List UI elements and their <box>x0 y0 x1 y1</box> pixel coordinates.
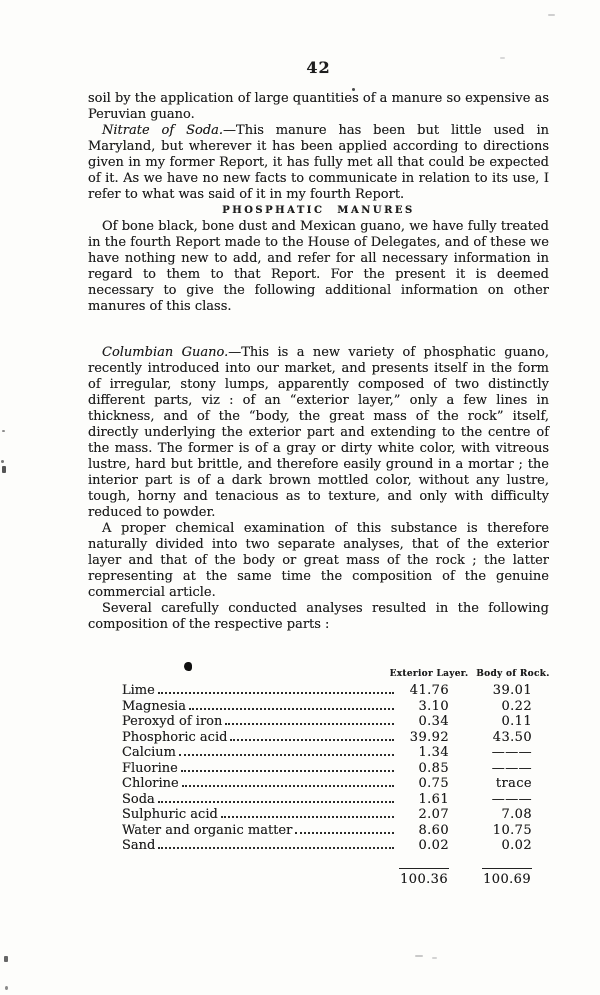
leader-dots <box>158 847 394 849</box>
paragraph-columbian-guano <box>88 345 549 521</box>
table-row <box>122 730 532 746</box>
table-row <box>122 838 532 854</box>
value-body: 0.22 <box>501 698 532 714</box>
leader-dots <box>181 770 394 772</box>
paragraph-lead-italic: Nitrate of Soda. <box>102 123 224 138</box>
value-exterior: 41.76 <box>409 683 449 698</box>
paragraph-text: —This is a new variety of phosphatic guano, recently introduced into our market, and presents itself in the form of irregular, stony lumps, apparently composed of two distinctly different parts, viz : of an “exterior layer,” only a few lines in thickness, and of the “body, the great mass of the rock” itself, directly underlying the exterior part and extending to the centre of the mass. The former is of a gray or dirty white color, with vitreous lustre, hard but brittle, and therefore easily ground in a mortar ; the interior part is of a dark brown mottled color, without any lustre, tough, horny and tenacious as to texture, and only with difficulty reduced to powder. <box>88 345 549 520</box>
value-exterior: 0.85 <box>418 760 449 776</box>
scan-speck <box>5 986 8 990</box>
section-heading-phosphatic-manures: PHOSPHATIC MANURES <box>222 205 415 216</box>
row-label: Calcium <box>122 745 176 760</box>
paragraph-analyses-intro: Several carefully conducted analyses resulted in the following composition of the respective parts : <box>88 601 549 632</box>
totals-spacer <box>122 868 397 887</box>
leader-dots <box>158 801 394 803</box>
total-exterior <box>397 868 449 887</box>
leader-dots <box>221 816 394 818</box>
scan-speck <box>500 57 505 59</box>
column-header-body-of-rock: Body of Rock. <box>476 669 550 679</box>
value-exterior: 0.02 <box>418 838 449 853</box>
totals-row <box>122 868 532 887</box>
value-body: 39.01 <box>492 683 532 698</box>
scan-speck <box>4 956 8 962</box>
value-body: 0.11 <box>501 714 532 729</box>
value-body: ——— <box>491 745 532 760</box>
value-body: 43.50 <box>492 729 532 745</box>
paragraph-bone-black: Of bone black, bone dust and Mexican guano, we have fully treated in the fourth Report made to the House of Delegates, and of these we have nothing new to add, and refer for all necessary information in regard to them to that Report. For the present it is deemed necessary to give the following additional information on other manures of this class. <box>88 219 549 314</box>
value-body: ——— <box>491 791 532 807</box>
analysis-table <box>122 669 550 887</box>
value-exterior: 3.10 <box>418 698 449 714</box>
paragraph-chemical-examination: A proper chemical examination of this substance is therefore naturally divided into two separate analyses, that of the exterior layer and that of the body or great mass of the rock ; the latter representing at the same time the composition of the genuine commercial article. <box>88 521 549 600</box>
scan-speck <box>432 957 437 959</box>
scan-speck <box>352 88 355 91</box>
row-label: Sand <box>122 838 156 853</box>
row-label: Lime <box>122 683 155 698</box>
paragraph-lead-italic: Columbian Guano. <box>102 345 229 360</box>
row-label: Sulphuric acid <box>122 807 218 822</box>
paragraph-nitrate-of-soda <box>88 123 549 203</box>
value-exterior: 2.07 <box>418 807 449 822</box>
row-label: Chlorine <box>122 776 179 791</box>
row-label: Phosphoric acid <box>122 729 228 745</box>
value-exterior: 39.92 <box>409 729 449 745</box>
value-body: trace <box>495 776 532 791</box>
table-row <box>122 761 532 777</box>
scan-speck <box>2 430 5 432</box>
scan-speck <box>415 955 423 957</box>
row-label: Fluorine <box>122 760 178 776</box>
total-exterior-value: 100.36 <box>399 868 449 887</box>
table-row <box>122 683 532 699</box>
value-exterior: 8.60 <box>418 822 449 838</box>
total-body-value: 100.69 <box>482 868 532 887</box>
leader-dots <box>230 739 394 741</box>
column-header-exterior-layer: Exterior Layer. <box>389 669 469 679</box>
row-label: Magnesia <box>122 698 187 714</box>
row-label: Water and organic matter <box>122 822 293 838</box>
row-label: Soda <box>122 791 155 807</box>
table-row <box>122 699 532 715</box>
table-row <box>122 714 532 730</box>
leader-dots <box>182 785 394 787</box>
leader-dots <box>158 692 394 694</box>
table-row <box>122 807 532 823</box>
value-body: ——— <box>491 760 532 776</box>
value-exterior: 0.34 <box>418 714 449 729</box>
page-number: 42 <box>306 58 331 77</box>
leader-dots <box>189 708 394 710</box>
table-row <box>122 792 532 808</box>
value-exterior: 1.34 <box>418 745 449 760</box>
scan-speck <box>1 460 4 463</box>
total-body <box>449 868 532 887</box>
table-row <box>122 823 532 839</box>
page-body-text <box>88 91 549 633</box>
leader-dots <box>225 723 394 725</box>
scan-speck <box>2 466 6 473</box>
value-body: 7.08 <box>501 807 532 822</box>
table-header-row <box>122 669 550 683</box>
table-row <box>122 776 532 792</box>
value-body: 10.75 <box>492 822 532 838</box>
paragraph-continuation: soil by the application of large quantities of a manure so expensive as Peruvian guano. <box>88 91 549 122</box>
row-label: Peroxyd of iron <box>122 714 223 729</box>
scan-speck <box>548 14 555 16</box>
value-exterior: 0.75 <box>418 776 449 791</box>
value-exterior: 1.61 <box>418 791 449 807</box>
paragraph-text: —This manure has been but little used in Maryland, but wherever it has been applied according to directions given in my former Report, it has fully met all that could be expected of it. As we have no new facts to communicate in relation to its use, I refer to what was said of it in my fourth Report. <box>88 123 549 202</box>
table-row <box>122 745 532 761</box>
leader-dots <box>179 754 394 756</box>
value-body: 0.02 <box>501 838 532 853</box>
leader-dots <box>295 832 394 834</box>
